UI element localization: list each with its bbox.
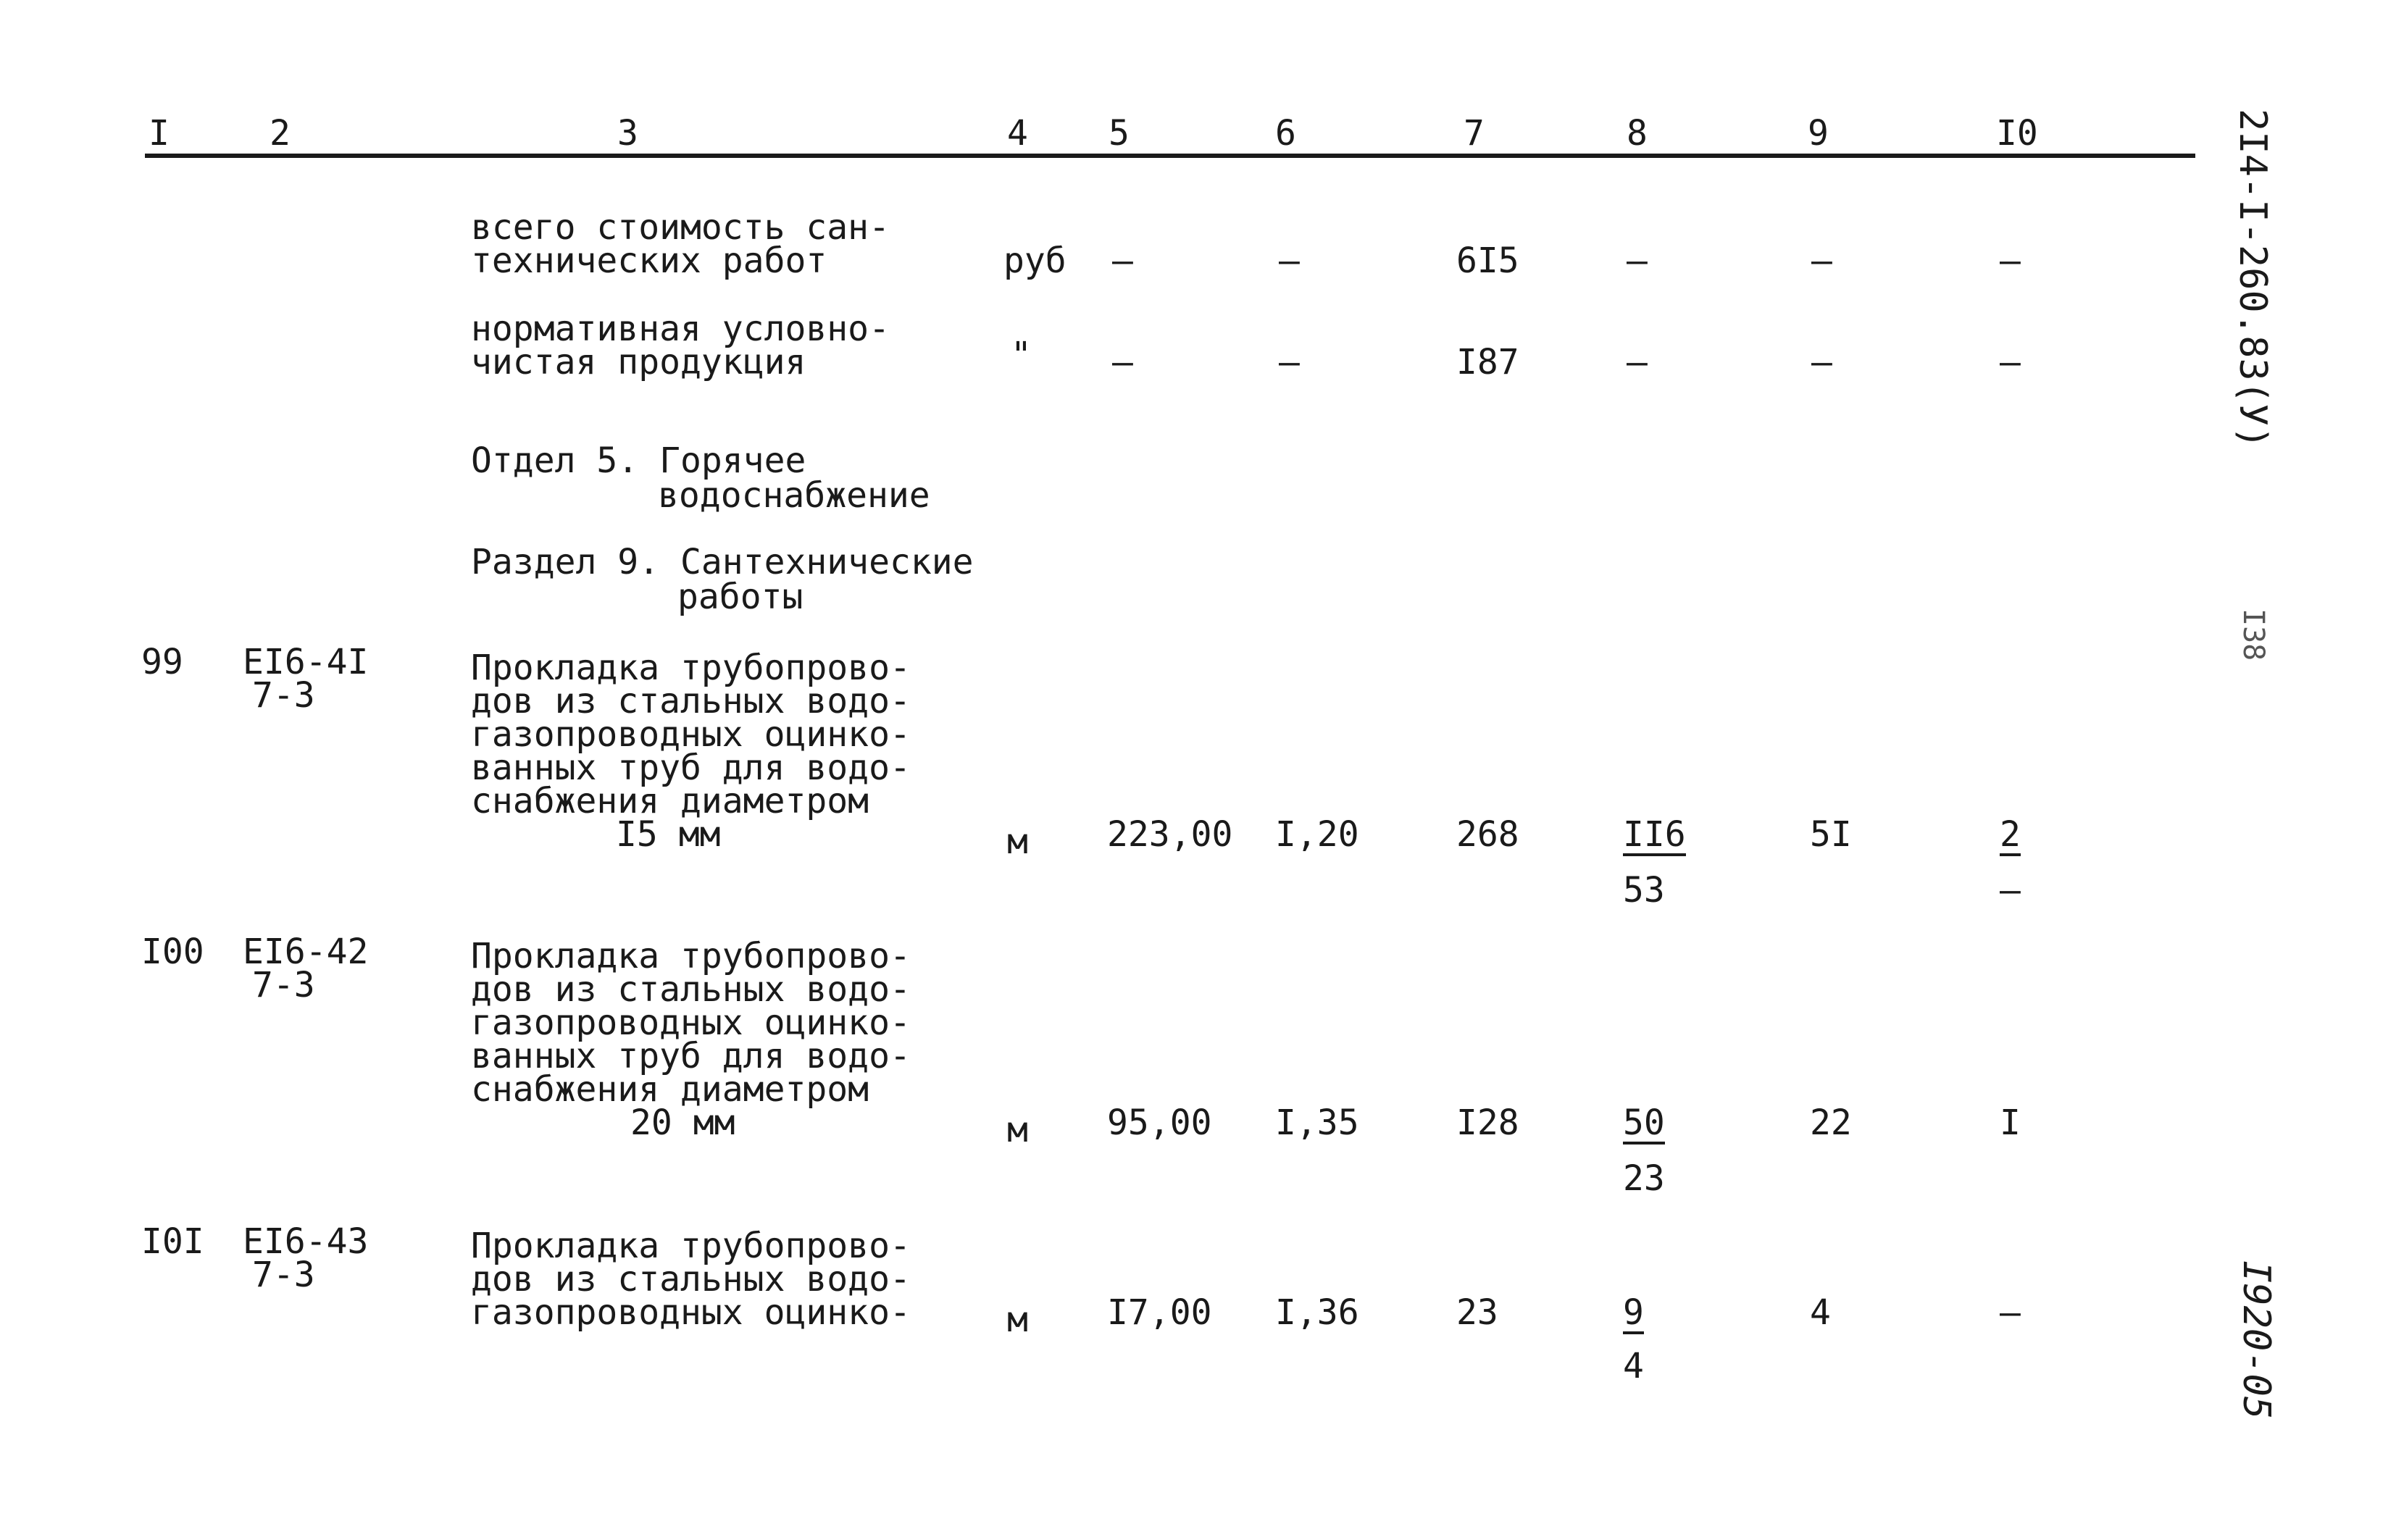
bottom-code-margin: I920-05 [2234, 1260, 2278, 1420]
qty-cell: 223,00 [1107, 814, 1233, 855]
col-header-7: 7 [1464, 113, 1485, 154]
cell-col5: – [1112, 342, 1133, 382]
unit-cell: м [1007, 1110, 1028, 1150]
row-code: EI6-4I [243, 642, 369, 682]
qty-cell: I7,00 [1107, 1292, 1212, 1333]
col8-top [1623, 1102, 1665, 1144]
cell-col6: – [1279, 240, 1300, 281]
price-cell: I,35 [1275, 1102, 1359, 1143]
row-text-line: дов из стальных водо- [471, 681, 911, 721]
col-header-4: 4 [1007, 113, 1028, 154]
col8-bottom: 23 [1623, 1158, 1665, 1199]
heading-line: водоснабжение [658, 475, 930, 516]
col-header-6: 6 [1275, 113, 1296, 154]
col8-top [1623, 814, 1686, 856]
col8-top-value: 50 [1623, 1102, 1665, 1143]
col10-bottom: – [2000, 870, 2021, 911]
col-header-5: 5 [1109, 113, 1130, 154]
page-mark-margin: I38 [2237, 608, 2270, 661]
row-text-line: чистая продукция [471, 342, 806, 382]
col-header-2: 2 [270, 113, 291, 154]
heading-line: Раздел 9. Сантехнические [471, 542, 974, 582]
cell-col10: – [2000, 240, 2021, 281]
total-cell: 268 [1456, 814, 1519, 855]
cell-col9: – [1811, 342, 1832, 382]
row-text-line: газопроводных оцинко- [471, 1292, 911, 1333]
col-header-8: 8 [1627, 113, 1648, 154]
row-text-line: ванных труб для водо- [471, 1036, 911, 1076]
col8-top [1623, 1292, 1644, 1334]
col9-cell: 22 [1810, 1102, 1852, 1143]
heading-line: Отдел 5. Горячее [471, 440, 806, 481]
row-text-line: всего стоимость сан- [471, 207, 890, 248]
doc-code-margin: 2I4-I-260.83(У) [2231, 109, 2274, 449]
col8-bottom: 4 [1623, 1346, 1644, 1386]
col9-cell: 4 [1810, 1292, 1831, 1333]
row-text-line: газопроводных оцинко- [471, 714, 911, 755]
row-code: 7-3 [252, 1255, 315, 1295]
cell-col10: – [2000, 342, 2021, 382]
row-text-line: Прокладка трубопрово- [471, 1226, 911, 1266]
row-code: 7-3 [252, 965, 315, 1005]
row-number: I0I [141, 1221, 204, 1262]
qty-cell: 95,00 [1107, 1102, 1212, 1143]
header-rule [145, 154, 2195, 158]
row-text-line: снабжения диаметром [471, 781, 869, 821]
price-cell: I,20 [1275, 814, 1359, 855]
unit-cell: м [1007, 821, 1028, 862]
row-text-line: снабжения диаметром [471, 1069, 869, 1110]
cell-col6: – [1279, 342, 1300, 382]
col9-cell: 5I [1810, 814, 1852, 855]
unit-cell: м [1007, 1300, 1028, 1340]
heading-line: работы [677, 577, 803, 617]
col-header-1: I [149, 113, 170, 154]
price-cell: I,36 [1275, 1292, 1359, 1333]
row-text-line: ванных труб для водо- [471, 748, 911, 788]
row-text-line: I5 мм [616, 814, 721, 855]
cell-col8: – [1627, 240, 1648, 281]
row-text-line: технических работ [471, 240, 827, 281]
row-code: 7-3 [252, 675, 315, 716]
col10-top-value: 2 [2000, 814, 2021, 855]
cell-col5: – [1112, 240, 1133, 281]
row-text-line: дов из стальных водо- [471, 969, 911, 1010]
row-number: 99 [141, 642, 183, 682]
row-text-line: нормативная условно- [471, 309, 890, 349]
col10-cell: I [2000, 1102, 2021, 1143]
unit-cell: руб [1003, 240, 1066, 281]
total-cell: 23 [1456, 1292, 1498, 1333]
col10-top [2000, 814, 2021, 856]
row-text-line: Прокладка трубопрово- [471, 936, 911, 976]
row-text-line: 20 мм [630, 1102, 735, 1143]
row-code: EI6-43 [243, 1221, 369, 1262]
col-header-10: I0 [1996, 113, 2038, 154]
cell-col9: – [1811, 240, 1832, 281]
row-text-line: дов из стальных водо- [471, 1259, 911, 1300]
row-number: I00 [141, 932, 204, 972]
col10-cell: – [2000, 1292, 2021, 1333]
row-text-line: Прокладка трубопрово- [471, 648, 911, 688]
cell-col8: – [1627, 342, 1648, 382]
col8-top-value: II6 [1623, 814, 1686, 855]
unit-cell: " [1011, 335, 1032, 375]
col8-bottom: 53 [1623, 870, 1665, 911]
row-text-line: газопроводных оцинко- [471, 1003, 911, 1043]
col-header-9: 9 [1808, 113, 1829, 154]
cell-col7: 6I5 [1456, 240, 1519, 281]
total-cell: I28 [1456, 1102, 1519, 1143]
cell-col7: I87 [1456, 342, 1519, 382]
col8-top-value: 9 [1623, 1292, 1644, 1333]
col-header-3: 3 [617, 113, 638, 154]
row-code: EI6-42 [243, 932, 369, 972]
